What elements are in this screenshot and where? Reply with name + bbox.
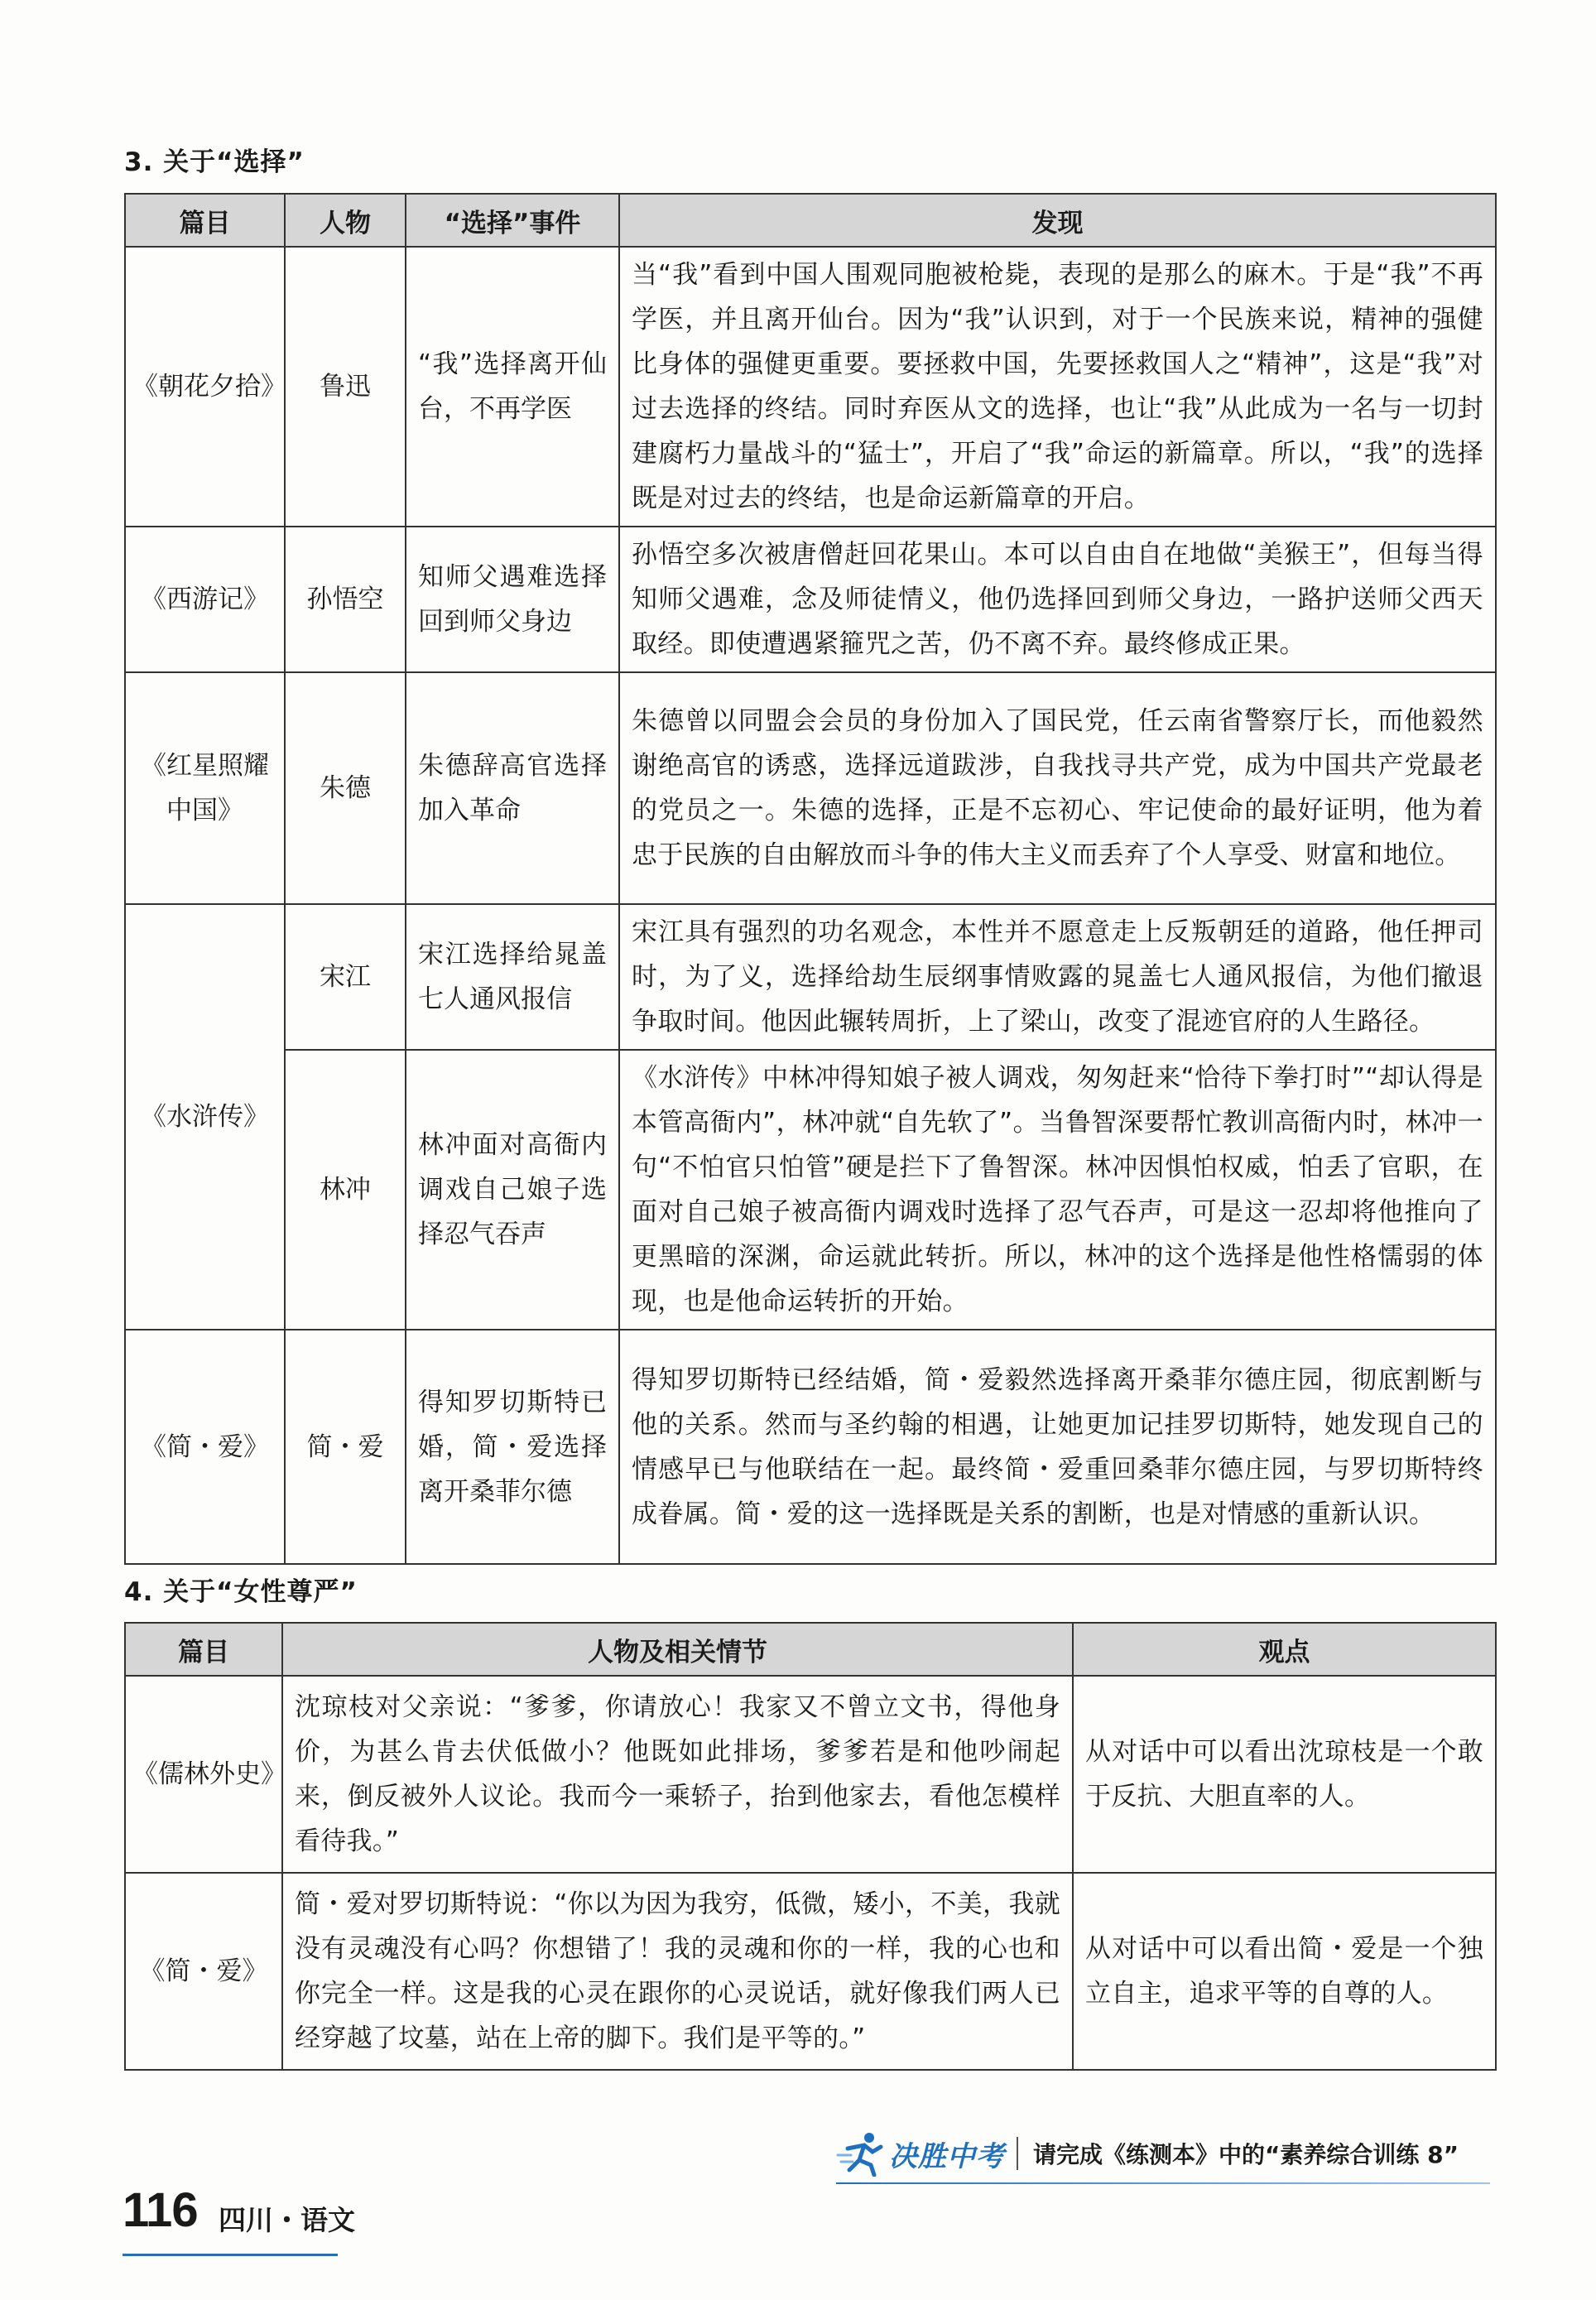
person-cell: 朱德 bbox=[285, 672, 406, 904]
header-work: 篇目 bbox=[125, 1623, 282, 1676]
event-cell: 朱德辞高官选择加入革命 bbox=[406, 672, 619, 904]
table-row bbox=[125, 1330, 1496, 1564]
section-4-title: 4. 关于“女性尊严” bbox=[124, 1577, 358, 1607]
header-event: “选择”事件 bbox=[406, 194, 619, 247]
runner-icon bbox=[836, 2130, 887, 2177]
header-work: 篇目 bbox=[125, 194, 285, 247]
table-row bbox=[125, 247, 1496, 527]
work-cell: 《简・爱》 bbox=[125, 1330, 285, 1564]
brand-name: 决胜中考 bbox=[889, 2139, 1005, 2173]
work-cell: 《西游记》 bbox=[125, 527, 285, 672]
person-cell: 宋江 bbox=[285, 904, 406, 1050]
banner-note: 请完成《练测本》中的“素养综合训练 8” bbox=[1033, 2141, 1459, 2168]
person-cell: 简・爱 bbox=[285, 1330, 406, 1564]
choice-table bbox=[124, 193, 1497, 1565]
event-cell: 宋江选择给晁盖七人通风报信 bbox=[406, 904, 619, 1050]
work-cell: 《简・爱》 bbox=[125, 1873, 282, 2070]
event-cell: 林冲面对高衙内调戏自己娘子选择忍气吞声 bbox=[406, 1050, 619, 1330]
view-cell: 从对话中可以看出简・爱是一个独立自主，追求平等的自尊的人。 bbox=[1073, 1873, 1496, 2070]
table-row bbox=[125, 672, 1496, 904]
header-view: 观点 bbox=[1073, 1623, 1496, 1676]
finding-cell: 朱德曾以同盟会会员的身份加入了国民党，任云南省警察厅长，而他毅然谢绝高官的诱惑，选择远道跋涉，自我找寻共产党，成为中国共产党最老的党员之一。朱德的选择，正是不忘初心、牢记使命的最好证明，他为着忠于民族的自由解放而斗争的伟大主义而丢弃了个人享受、财富和地位。 bbox=[619, 672, 1496, 904]
event-cell: 知师父遇难选择回到师父身边 bbox=[406, 527, 619, 672]
dignity-table bbox=[124, 1622, 1497, 2071]
work-cell: 《红星照耀中国》 bbox=[125, 672, 285, 904]
footer-rule bbox=[123, 2254, 338, 2256]
dignity-table-header bbox=[125, 1623, 1496, 1676]
event-cell: “我”选择离开仙台，不再学医 bbox=[406, 247, 619, 527]
plot-cell: 沈琼枝对父亲说：“爹爹，你请放心！我家又不曾立文书，得他身价，为甚么肯去伏低做小？他既如此排场，爹爹若是和他吵闹起来，倒反被外人议论。我而今一乘轿子，抬到他家去，看他怎模样看待我。” bbox=[282, 1676, 1073, 1873]
finding-cell: 当“我”看到中国人围观同胞被枪毙，表现的是那么的麻木。于是“我”不再学医，并且离开仙台。因为“我”认识到，对于一个民族来说，精神的强健比身体的强健更重要。要拯救中国，先要拯救国人之“精神”，这是“我”对过去选择的终结。同时弃医从文的选择，也让“我”从此成为一名与一切封建腐朽力量战斗的“猛士”，开启了“我”命运的新篇章。所以，“我”的选择既是对过去的终结，也是命运新篇章的开启。 bbox=[619, 247, 1496, 527]
table-row bbox=[125, 1873, 1496, 2070]
banner-underline bbox=[836, 2182, 1490, 2184]
finding-cell: 宋江具有强烈的功名观念，本性并不愿意走上反叛朝廷的道路，他任押司时，为了义，选择给劫生辰纲事情败露的晁盖七人通风报信，为他们撤退争取时间。他因此辗转周折，上了梁山，改变了混迹官府的人生路径。 bbox=[619, 904, 1496, 1050]
exam-banner bbox=[836, 2128, 1490, 2179]
work-cell: 《朝花夕拾》 bbox=[125, 247, 285, 527]
finding-cell: 孙悟空多次被唐僧赶回花果山。本可以自由自在地做“美猴王”，但每当得知师父遇难，念及师徒情义，他仍选择回到师父身边，一路护送师父西天取经。即使遭遇紧箍咒之苦，仍不离不弃。最终修成正果。 bbox=[619, 527, 1496, 672]
work-cell: 《水浒传》 bbox=[125, 904, 285, 1330]
event-cell: 得知罗切斯特已婚，简・爱选择离开桑菲尔德 bbox=[406, 1330, 619, 1564]
finding-cell: 《水浒传》中林冲得知娘子被人调戏，匆匆赶来“恰待下拳打时”“却认得是本管高衙内”，林冲就“自先软了”。当鲁智深要帮忙教训高衙内时，林冲一句“不怕官只怕管”硬是拦下了鲁智深。林冲因惧怕权威，怕丢了官职，在面对自己娘子被高衙内调戏时选择了忍气吞声，可是这一忍却将他推向了更黑暗的深渊，命运就此转折。所以，林冲的这个选择是他性格懦弱的体现，也是他命运转折的开始。 bbox=[619, 1050, 1496, 1330]
page-number: 116 bbox=[123, 2183, 198, 2237]
choice-table-header bbox=[125, 194, 1496, 247]
work-cell: 《儒林外史》 bbox=[125, 1676, 282, 1873]
banner-divider bbox=[1017, 2137, 1018, 2170]
table-row bbox=[125, 527, 1496, 672]
page-subtitle: 四川・语文 bbox=[219, 2204, 355, 2236]
table-row bbox=[125, 1050, 1496, 1330]
header-finding: 发现 bbox=[619, 194, 1496, 247]
person-cell: 鲁迅 bbox=[285, 247, 406, 527]
person-cell: 林冲 bbox=[285, 1050, 406, 1330]
table-row bbox=[125, 1676, 1496, 1873]
section-3-title: 3. 关于“选择” bbox=[124, 147, 305, 177]
view-cell: 从对话中可以看出沈琼枝是一个敢于反抗、大胆直率的人。 bbox=[1073, 1676, 1496, 1873]
table-row bbox=[125, 904, 1496, 1050]
plot-cell: 简・爱对罗切斯特说：“你以为因为我穷，低微，矮小，不美，我就没有灵魂没有心吗？你想错了！我的灵魂和你的一样，我的心也和你完全一样。这是我的心灵在跟你的心灵说话，就好像我们两人已经穿越了坟墓，站在上帝的脚下。我们是平等的。” bbox=[282, 1873, 1073, 2070]
finding-cell: 得知罗切斯特已经结婚，简・爱毅然选择离开桑菲尔德庄园，彻底割断与他的关系。然而与圣约翰的相遇，让她更加记挂罗切斯特，她发现自己的情感早已与他联结在一起。最终简・爱重回桑菲尔德庄园，与罗切斯特终成眷属。简・爱的这一选择既是关系的割断，也是对情感的重新认识。 bbox=[619, 1330, 1496, 1564]
header-person: 人物 bbox=[285, 194, 406, 247]
person-cell: 孙悟空 bbox=[285, 527, 406, 672]
header-plot: 人物及相关情节 bbox=[282, 1623, 1073, 1676]
